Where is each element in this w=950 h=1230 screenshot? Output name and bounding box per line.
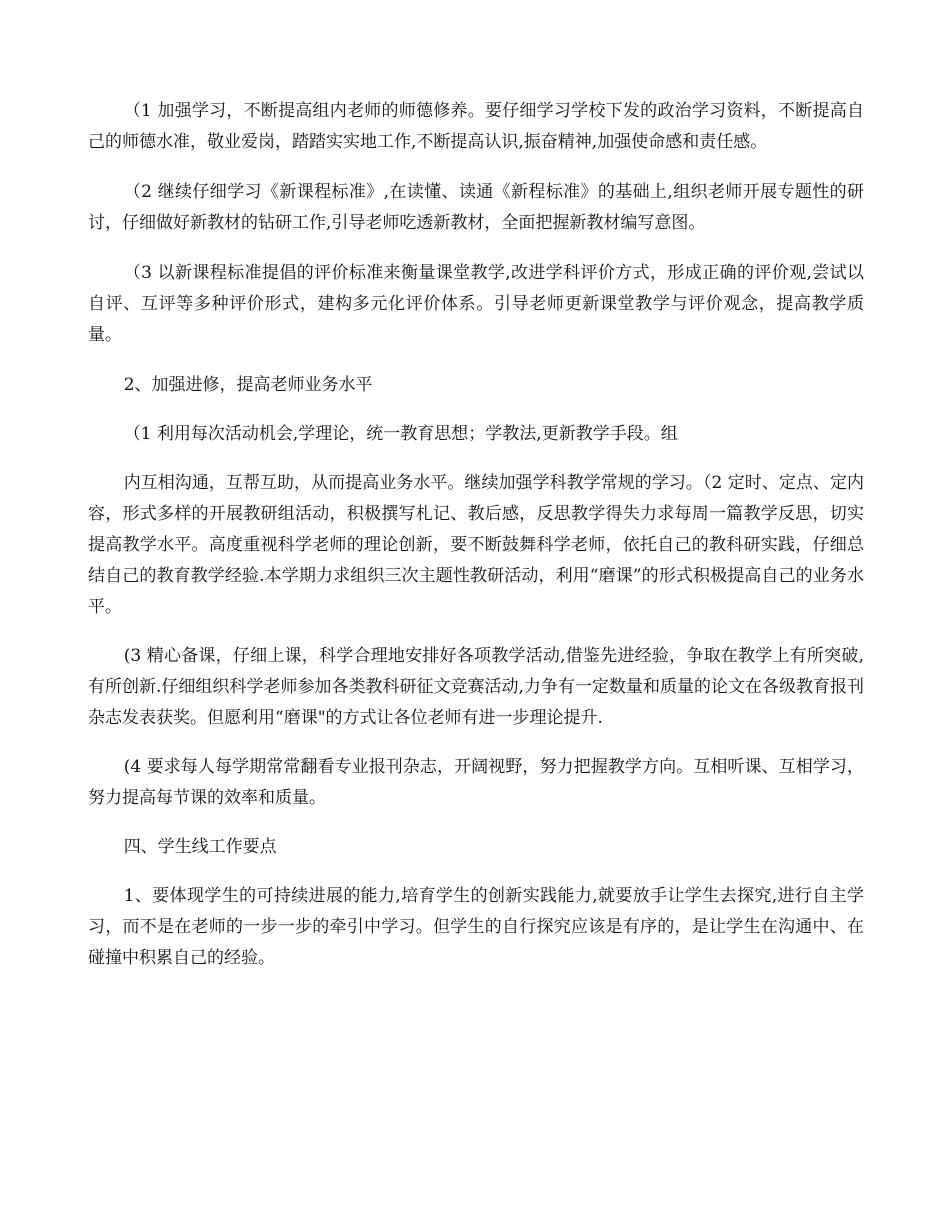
section-heading-training: 2、加强进修，提高老师业务水平 bbox=[123, 375, 373, 395]
paragraph-student-ability: 1、要体现学生的可持续进展的能力,培育学生的创新实践能力,就要放手让学生去探究,进行自主学习，而不是在老师的一步一步的牵引中学习。但学生的自行探究应该是有序的，是让学生在沟通中、在碰撞中积累自己的经验。 bbox=[88, 886, 864, 968]
paragraph-evaluation: （3 以新课程标准提倡的评价标准来衡量课堂教学,改进学科评价方式，形成正确的评价观,尝试以自评、互评等多种评价形式，建构多元化评价体系。引导老师更新课堂教学与评价观念，提高教学质量。 bbox=[88, 263, 864, 345]
paragraph-lesson-preparation: (3 精心备课，仔细上课，科学合理地安排好各项教学活动,借鉴先进经验，争取在教学上有所突破,有所创新.仔细组织科学老师参加各类教科研征文竞赛活动,力争有一定数量和质量的论文在各级教育报刊杂志发表获奖。但愿利用“磨课"的方式让各位老师有进一步理论提升. bbox=[88, 646, 864, 728]
paragraph-activity-opportunity: （1 利用每次活动机会,学理论，统一教育思想；学教法,更新教学手段。组 bbox=[123, 424, 678, 444]
paragraph-curriculum-standard: （2 继续仔细学习《新课程标准》,在读懂、读通《新程标准》的基础上,组织老师开展专题性的研讨，仔细做好新教材的钻研工作,引导老师吃透新教材，全面把握新教材编写意图。 bbox=[88, 182, 864, 233]
section-heading-student-work: 四、学生线工作要点 bbox=[123, 837, 277, 857]
paragraph-mutual-communication: 内互相沟通，互帮互助，从而提高业务水平。继续加强学科教学常规的学习。（2 定时、定点、定内容，形式多样的开展教研组活动，积极撰写札记、教后感，反思教学得失力求每周一篇教学反思，切实提高教学水平。高度重视科学老师的理论创新，要不断鼓舞科学老师，依托自己的教科研实践，仔细总结自己的教育教学经验.本学期力求组织三次主题性教研活动，利用“磨课”的形式积极提高自己的业务水平。 bbox=[88, 473, 864, 617]
paragraph-study-ethics: （1 加强学习，不断提高组内老师的师德修养。要仔细学习学校下发的政治学习资料，不断提高自己的师德水准，敬业爱岗，踏踏实实地工作,不断提高认识,振奋精神,加强使命感和责任感。 bbox=[88, 101, 864, 152]
paragraph-journals: (4 要求每人每学期常常翻看专业报刊杂志，开阔视野，努力把握教学方向。互相听课、互相学习，努力提高每节课的效率和质量。 bbox=[88, 757, 864, 808]
